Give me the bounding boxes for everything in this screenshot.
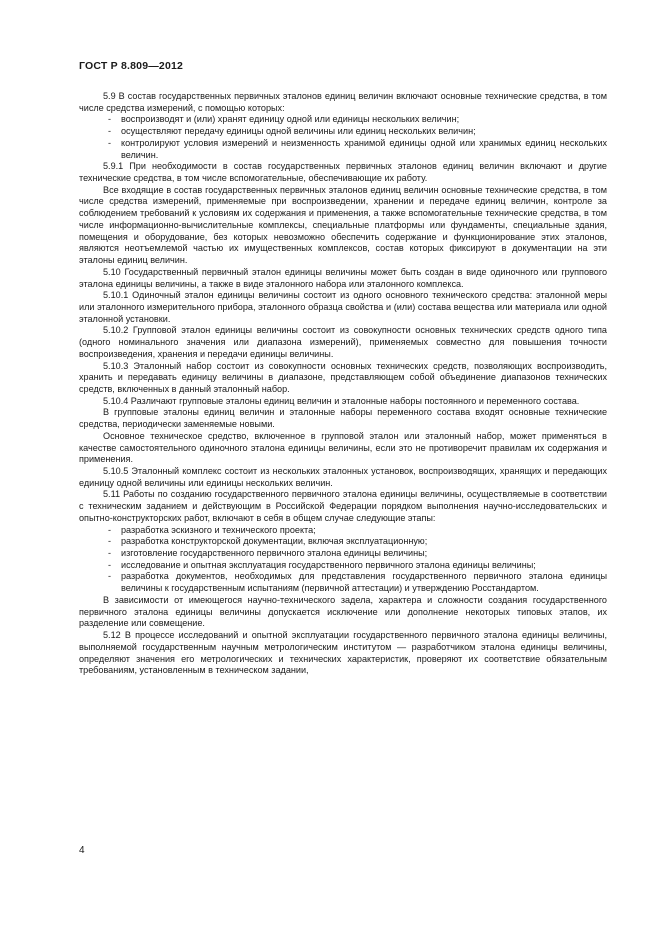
list-item-text: разработка конструкторской документации, включая эксплуатационную;	[121, 536, 428, 547]
list-item-text: разработка эскизного и технического проекта;	[121, 524, 316, 535]
list-item-text: исследование и опытная эксплуатация государственного первичного эталона единицы величины;	[121, 559, 536, 570]
paragraph: 5.10 Государственный первичный эталон единицы величины может быть создан в виде одиночного или группового эталона единицы величины, а также в виде эталонного набора или эталонного комплекса.	[79, 266, 607, 289]
list-item-text: контролируют условия измерений и неизменность хранимой единицы одной или хранимых единиц нескольких величин.	[121, 137, 607, 160]
paragraph: 5.10.1 Одиночный эталон единицы величины состоит из одного основного технического средства: эталонной меры или эталонного измерительного прибора, эталонного образца свойства и (или) состава вещества или материала или одной эталонной установки.	[79, 290, 607, 324]
bullet-dash: -	[108, 524, 112, 535]
list-item	[79, 525, 607, 537]
paragraph: 5.9 В состав государственных первичных эталонов единиц величин включают основные технические средства, в том числе средства измерений, с помощью которых:	[79, 91, 607, 113]
list-item	[79, 560, 607, 572]
bullet-dash: -	[108, 536, 112, 547]
list-item	[79, 126, 607, 138]
list-item	[79, 138, 607, 161]
paragraph: В групповые эталоны единиц величин и эталонные наборы переменного состава входят основные технические средства, периодически заменяемые новыми.	[79, 407, 607, 430]
list-item-text: разработка документов, необходимых для представления государственного первичного эталона единицы величины к государственным испытаниям (первичной аттестации) и утверждению Росстандартом.	[121, 571, 607, 594]
bullet-dash: -	[108, 548, 112, 559]
list-item	[79, 114, 607, 126]
bullet-dash: -	[108, 571, 112, 582]
list-item	[79, 548, 607, 560]
paragraph: 5.10.3 Эталонный набор состоит из совокупности основных технических средств, позволяющих воспроизводить, хранить и передавать единицу величины в диапазоне, представляющем собой объединение диапазонов технических средств, включенных в данный эталонный набор.	[79, 360, 607, 394]
list-item-text: воспроизводят и (или) хранят единицу одной или единицы нескольких величин;	[121, 114, 460, 125]
list-item-text: изготовление государственного первичного эталона единицы величины;	[121, 548, 428, 559]
paragraph: 5.10.4 Различают групповые эталоны единиц величин и эталонные наборы постоянного и переменного состава.	[103, 395, 580, 406]
paragraph: 5.11 Работы по созданию государственного первичного эталона единицы величины, осуществляемые в соответствии с техническим заданием и действующим в Российской Федерации порядком выполнения научно-исследовательских и опытно-конструкторских работ, включают в себя в общем случае следующие этапы:	[79, 489, 607, 523]
paragraph: 5.12 В процессе исследований и опытной эксплуатации государственного первичного эталона единицы величины, выполняемой государственным научным метрологическим институтом — разработчиком эталона единицы величины, определяют значения его метрологических и технических характеристик, проверяют их соответствие обязательным требованиям, установленным в техническом задании,	[79, 630, 607, 676]
paragraph: Все входящие в состав государственных первичных эталонов единиц величин основные технические средства, в том числе средства измерений, применяемые при воспроизведении, хранении и передаче единиц величин, контроле за соблюдением требований к условиям их содержания и применения, а также вспомогательные технические средства, в том числе информационно-вычислительные комплексы, специальные платформы или фундаменты, специальные здания, помещения и оборудование, без которых невозможно обеспечить содержание и функционирование этих эталонов, являются неотъемлемой частью их имущественных комплексов, состав которых фиксируют в документации на эти эталоны единиц величин.	[79, 184, 607, 266]
bullet-dash: -	[108, 559, 112, 570]
bullet-dash: -	[108, 126, 112, 137]
list-item	[79, 571, 607, 594]
page-number: 4	[79, 845, 85, 856]
bullet-dash: -	[108, 114, 112, 125]
paragraph: Основное техническое средство, включенное в групповой эталон или эталонный набор, может применяться в качестве самостоятельного одиночного эталона единицы величины, если это не противоречит правилам их содержания и применения.	[79, 430, 607, 465]
paragraph: 5.10.2 Групповой эталон единицы величины состоит из совокупности основных технических средств одного типа (одного номинального значения или диапазона измерений), применяемых совместно для повышения точности воспроизведения, хранения и передачи единицы величины.	[79, 325, 607, 359]
paragraph: 5.10.5 Эталонный комплекс состоит из нескольких эталонных установок, воспроизводящих, хранящих и передающих единицу одной величины или единицы нескольких величин.	[79, 466, 607, 488]
bullet-dash: -	[108, 137, 112, 148]
list-item	[79, 536, 607, 548]
paragraph: В зависимости от имеющегося научно-технического задела, характера и сложности создания государственного первичного эталона единицы величины допускается исключение или дополнение некоторых типовых этапов, их разделение или совмещение.	[79, 594, 607, 629]
paragraph: 5.9.1 При необходимости в состав государственных первичных эталонов единиц величин включают и другие технические средства, в том числе вспомогательные, обеспечивающие их работу.	[79, 161, 607, 184]
document-body	[79, 91, 607, 677]
list-item-text: осуществляют передачу единицы одной величины или единиц нескольких величин;	[121, 126, 476, 137]
document-header: ГОСТ Р 8.809—2012	[79, 60, 184, 72]
